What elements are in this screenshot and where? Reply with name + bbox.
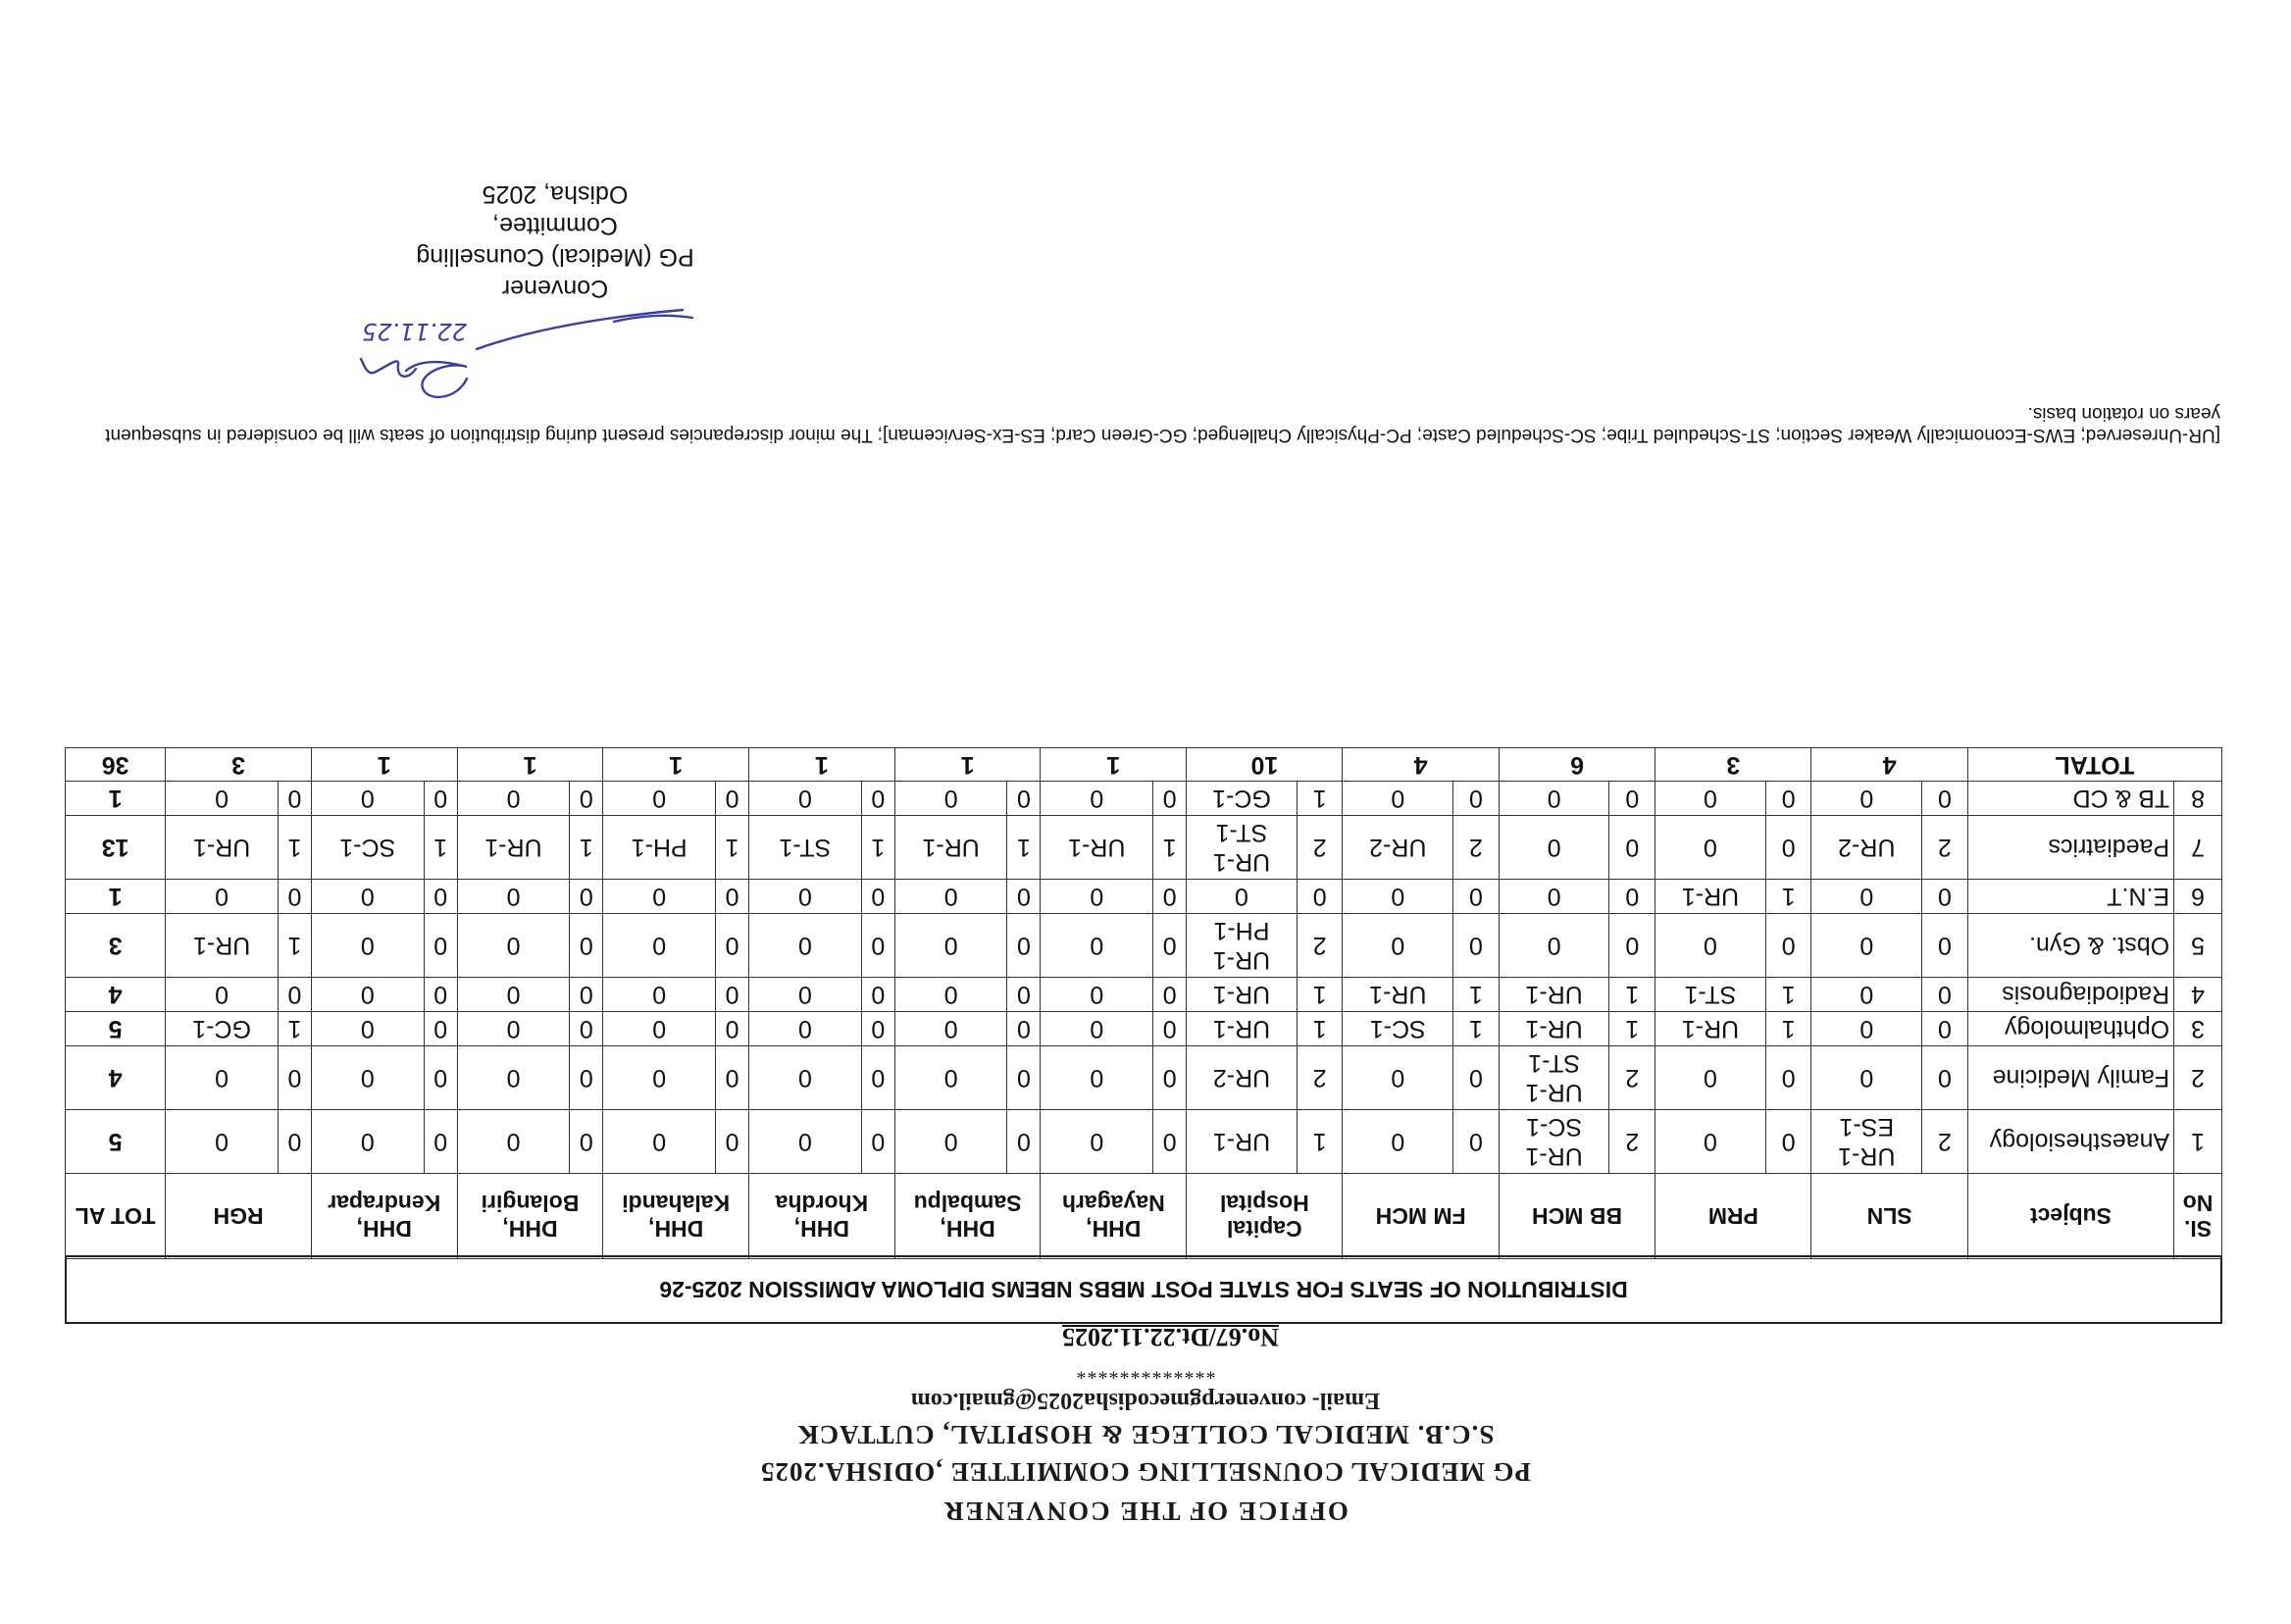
seat-category-fm: 0: [1343, 782, 1453, 816]
seat-category-ken: 0: [311, 1110, 424, 1174]
convener-title: Convener: [501, 275, 609, 302]
seat-category-sln: 0: [1811, 1012, 1922, 1046]
row-subject: Paediatrics: [1967, 816, 2173, 880]
row-total: 13: [66, 816, 166, 880]
convener-signature: [349, 300, 761, 408]
row-subject: Radiodiagnosis: [1967, 978, 2173, 1012]
seat-category-bb: UR-1 SC-1: [1499, 1110, 1609, 1174]
seat-category-kal: PH-1: [603, 816, 716, 880]
seat-count-bol: 0: [570, 1046, 603, 1110]
seat-count-prm: 1: [1765, 880, 1811, 914]
seat-category-nay: 0: [1041, 782, 1153, 816]
seat-count-nay: 0: [1153, 1012, 1187, 1046]
table-row: [66, 880, 2222, 914]
seat-category-prm: 0: [1655, 1046, 1766, 1110]
seat-count-kho: 0: [861, 880, 894, 914]
seat-count-bol: 0: [570, 914, 603, 978]
seat-count-prm: 1: [1765, 978, 1811, 1012]
row-serial: 5: [2174, 914, 2222, 978]
seat-category-bol: 0: [457, 914, 570, 978]
seat-count-prm: 0: [1765, 782, 1811, 816]
seat-category-fm: 0: [1343, 1110, 1453, 1174]
seat-category-cap: UR-1 ST-1: [1187, 816, 1298, 880]
seat-count-nay: 0: [1153, 1046, 1187, 1110]
seat-count-cap: 1: [1297, 782, 1343, 816]
seat-category-ken: 0: [311, 978, 424, 1012]
seat-category-fm: SC-1: [1343, 1012, 1453, 1046]
seat-count-rgh: 1: [278, 1012, 311, 1046]
signature-date: 22.11.25: [362, 318, 467, 345]
header-row: [66, 1174, 2222, 1259]
seat-category-rgh: 0: [166, 978, 279, 1012]
seat-category-bb: UR-1: [1499, 978, 1609, 1012]
row-subject: Ophthalmology: [1967, 1012, 2173, 1046]
seat-count-kho: 0: [861, 782, 894, 816]
table-title: DISTRIBUTION OF SEATS FOR STATE POST MBBS NBEMS DIPLOMA ADMISSION 2025-26: [65, 1255, 2222, 1324]
seat-category-kho: 0: [749, 782, 862, 816]
seat-count-bb: 2: [1609, 1046, 1655, 1110]
seat-count-prm: 0: [1765, 1110, 1811, 1174]
seat-category-kal: 0: [603, 1110, 716, 1174]
total-rgh: 3: [166, 748, 312, 782]
total-ken: 1: [311, 748, 457, 782]
seat-category-rgh: GC-1: [166, 1012, 279, 1046]
seat-category-bol: 0: [457, 978, 570, 1012]
seat-category-bb: 0: [1499, 816, 1609, 880]
seat-count-bb: 0: [1609, 880, 1655, 914]
seat-category-rgh: 0: [166, 782, 279, 816]
seat-count-sln: 0: [1922, 880, 1968, 914]
seat-count-kho: 0: [861, 1110, 894, 1174]
seat-category-fm: 0: [1343, 880, 1453, 914]
seat-category-sam: 0: [894, 1110, 1007, 1174]
seat-category-bb: 0: [1499, 782, 1609, 816]
seat-count-kho: 0: [861, 1012, 894, 1046]
seat-count-bol: 0: [570, 1110, 603, 1174]
col-header-dhh-bolangiri: DHH, Bolangiri: [457, 1174, 603, 1259]
row-serial: 3: [2174, 1012, 2222, 1046]
totals-label: TOTAL: [1967, 748, 2221, 782]
row-serial: 4: [2174, 978, 2222, 1012]
seat-count-sln: 0: [1922, 1046, 1968, 1110]
seat-category-kal: 0: [603, 1012, 716, 1046]
col-header-rgh: RGH: [166, 1174, 312, 1259]
seat-count-fm: 1: [1453, 978, 1500, 1012]
seat-count-kal: 0: [716, 1046, 749, 1110]
seat-category-nay: 0: [1041, 978, 1153, 1012]
seat-category-cap: UR-1: [1187, 1110, 1298, 1174]
col-header-total: TOT AL: [66, 1174, 166, 1259]
seat-category-kal: 0: [603, 880, 716, 914]
seat-category-fm: 0: [1343, 1046, 1453, 1110]
seat-count-kal: 0: [716, 914, 749, 978]
seat-count-nay: 0: [1153, 880, 1187, 914]
col-header-sln: SLN: [1811, 1174, 1967, 1259]
seat-count-cap: 2: [1297, 1046, 1343, 1110]
seat-category-bol: 0: [457, 1012, 570, 1046]
seat-category-ken: 0: [311, 914, 424, 978]
row-total: 4: [66, 1046, 166, 1110]
seat-category-nay: UR-1: [1041, 816, 1153, 880]
row-total: 3: [66, 914, 166, 978]
seat-count-kal: 0: [716, 880, 749, 914]
seat-count-bol: 0: [570, 978, 603, 1012]
reference-number: No.67/Dt.22.11.2025: [1062, 1323, 1279, 1351]
seat-count-prm: 0: [1765, 816, 1811, 880]
col-header-bb-mch: BB MCH: [1499, 1174, 1655, 1259]
row-total: 1: [66, 782, 166, 816]
seat-category-sln: 0: [1811, 1046, 1922, 1110]
seat-category-nay: 0: [1041, 1110, 1153, 1174]
row-total: 5: [66, 1110, 166, 1174]
seat-count-kal: 0: [716, 1110, 749, 1174]
total-kal: 1: [603, 748, 749, 782]
seat-category-cap: GC-1: [1187, 782, 1298, 816]
seat-count-kho: 0: [861, 914, 894, 978]
col-header-subject: Subject: [1967, 1174, 2173, 1259]
seat-count-cap: 1: [1297, 1012, 1343, 1046]
seat-count-bol: 0: [570, 880, 603, 914]
row-subject: Family Medicine: [1967, 1046, 2173, 1110]
total-fm: 4: [1343, 748, 1499, 782]
seat-count-rgh: 1: [278, 816, 311, 880]
seat-count-bol: 1: [570, 816, 603, 880]
seat-count-cap: 0: [1297, 880, 1343, 914]
seat-count-sam: 0: [1007, 1012, 1041, 1046]
seat-count-rgh: 0: [278, 978, 311, 1012]
seat-category-bol: 0: [457, 1046, 570, 1110]
seat-category-kal: 0: [603, 1046, 716, 1110]
seat-count-prm: 0: [1765, 1046, 1811, 1110]
seat-count-ken: 1: [424, 816, 457, 880]
seat-count-prm: 1: [1765, 1012, 1811, 1046]
seat-category-ken: 0: [311, 880, 424, 914]
table-row: [66, 782, 2222, 816]
seat-category-nay: 0: [1041, 1012, 1153, 1046]
abbreviation-footnote: [UR-Unreserved; EWS-Economically Weaker Section; ST-Scheduled Tribe; SC-Scheduled Caste; PC-Physically Challenged; GC-Green Card; ES-Ex-Serviceman]; The minor discrepancies present during distribution of seats will be considered in subsequent years on rotation basis.: [105, 403, 2220, 445]
seat-count-bb: 1: [1609, 978, 1655, 1012]
seat-count-ken: 0: [424, 782, 457, 816]
grand-total: 36: [66, 748, 166, 782]
seat-count-cap: 2: [1297, 914, 1343, 978]
seat-count-ken: 0: [424, 880, 457, 914]
seat-count-fm: 0: [1453, 1110, 1500, 1174]
seat-category-sln: 0: [1811, 782, 1922, 816]
seat-count-ken: 0: [424, 914, 457, 978]
row-total: 4: [66, 978, 166, 1012]
table-row: [66, 1046, 2222, 1110]
seat-category-sln: 0: [1811, 880, 1922, 914]
seat-category-sam: 0: [894, 880, 1007, 914]
seat-count-rgh: 0: [278, 1046, 311, 1110]
seat-count-bb: 2: [1609, 1110, 1655, 1174]
seat-category-nay: 0: [1041, 914, 1153, 978]
seat-count-nay: 1: [1153, 816, 1187, 880]
seat-category-kal: 0: [603, 978, 716, 1012]
seat-count-bol: 0: [570, 1012, 603, 1046]
seat-category-sln: UR-2: [1811, 816, 1922, 880]
committee-heading: PG MEDICAL COUNSELLING COMMITTEE ,ODISHA.2025: [759, 1457, 1532, 1487]
seat-category-bb: UR-1 ST-1: [1499, 1046, 1609, 1110]
seat-category-bol: UR-1: [457, 816, 570, 880]
seat-category-cap: UR-2: [1187, 1046, 1298, 1110]
seat-category-kho: 0: [749, 1110, 862, 1174]
total-cap: 10: [1187, 748, 1343, 782]
row-total: 1: [66, 880, 166, 914]
seat-count-nay: 0: [1153, 1110, 1187, 1174]
row-subject: TB & CD: [1967, 782, 2173, 816]
convener-state-year: Odisha, 2025: [482, 180, 629, 208]
seat-count-bb: 0: [1609, 782, 1655, 816]
seat-category-kho: ST-1: [749, 816, 862, 880]
table-row: [66, 978, 2222, 1012]
seat-count-sln: 2: [1922, 1110, 1968, 1174]
seat-count-cap: 1: [1297, 1110, 1343, 1174]
seat-count-sam: 0: [1007, 880, 1041, 914]
table-row: [66, 816, 2222, 880]
college-heading: S.C.B. MEDICAL COLLEGE & HOSPITAL, CUTTACK: [796, 1420, 1495, 1449]
seat-count-kal: 1: [716, 816, 749, 880]
seat-count-fm: 0: [1453, 782, 1500, 816]
seat-count-ken: 0: [424, 1046, 457, 1110]
seat-count-ken: 0: [424, 1110, 457, 1174]
convener-committee: PG (Medical) Counselling Committee,: [416, 212, 694, 271]
seat-category-kal: 0: [603, 914, 716, 978]
seat-count-sln: 0: [1922, 1012, 1968, 1046]
col-header-slno: SI. No: [2174, 1174, 2222, 1259]
seat-category-ken: 0: [311, 1046, 424, 1110]
seat-category-kho: 0: [749, 1012, 862, 1046]
seat-category-cap: UR-1: [1187, 978, 1298, 1012]
row-serial: 1: [2174, 1110, 2222, 1174]
seat-category-prm: 0: [1655, 782, 1766, 816]
seat-category-prm: ST-1: [1655, 978, 1766, 1012]
seat-category-kal: 0: [603, 782, 716, 816]
seat-category-prm: UR-1: [1655, 1012, 1766, 1046]
seat-category-cap: UR-1: [1187, 1012, 1298, 1046]
email-line: Email- convenerpgmecodisha2025@gmail.com: [910, 1388, 1381, 1413]
seat-count-sln: 2: [1922, 816, 1968, 880]
seat-count-rgh: 0: [278, 880, 311, 914]
total-nay: 1: [1041, 748, 1187, 782]
seat-count-cap: 1: [1297, 978, 1343, 1012]
seat-category-sam: 0: [894, 914, 1007, 978]
seat-count-sam: 0: [1007, 782, 1041, 816]
seat-count-kho: 1: [861, 816, 894, 880]
seat-count-kho: 0: [861, 1046, 894, 1110]
table-row: [66, 914, 2222, 978]
row-serial: 8: [2174, 782, 2222, 816]
seat-category-cap: 0: [1187, 880, 1298, 914]
total-sln: 4: [1811, 748, 1967, 782]
seat-category-sln: UR-1 ES-1: [1811, 1110, 1922, 1174]
seat-category-nay: 0: [1041, 880, 1153, 914]
seat-category-sam: 0: [894, 1046, 1007, 1110]
row-total: 5: [66, 1012, 166, 1046]
seat-count-sam: 0: [1007, 914, 1041, 978]
seat-category-rgh: UR-1: [166, 914, 279, 978]
table-row: [66, 1012, 2222, 1046]
row-serial: 7: [2174, 816, 2222, 880]
total-sam: 1: [894, 748, 1041, 782]
seat-category-rgh: 0: [166, 880, 279, 914]
seat-category-kho: 0: [749, 1046, 862, 1110]
seat-count-bb: 1: [1609, 1012, 1655, 1046]
seat-category-rgh: UR-1: [166, 816, 279, 880]
seat-category-fm: 0: [1343, 914, 1453, 978]
seat-count-sam: 0: [1007, 978, 1041, 1012]
seat-category-ken: 0: [311, 1012, 424, 1046]
seat-count-nay: 0: [1153, 978, 1187, 1012]
seat-count-cap: 2: [1297, 816, 1343, 880]
seat-count-rgh: 1: [278, 914, 311, 978]
row-serial: 2: [2174, 1046, 2222, 1110]
totals-row: [66, 748, 2222, 782]
seat-count-fm: 2: [1453, 816, 1500, 880]
seat-count-sln: 0: [1922, 978, 1968, 1012]
seat-category-bol: 0: [457, 880, 570, 914]
seat-category-kho: 0: [749, 978, 862, 1012]
seat-count-ken: 0: [424, 1012, 457, 1046]
row-subject: Obst. & Gyn.: [1967, 914, 2173, 978]
seat-count-ken: 0: [424, 978, 457, 1012]
row-serial: 6: [2174, 880, 2222, 914]
seat-category-rgh: 0: [166, 1046, 279, 1110]
seat-category-sam: UR-1: [894, 816, 1007, 880]
seat-category-bb: 0: [1499, 880, 1609, 914]
col-header-dhh-khordha: DHH, Khordha: [749, 1174, 895, 1259]
seat-category-sam: 0: [894, 978, 1007, 1012]
seat-count-fm: 0: [1453, 914, 1500, 978]
seat-count-kal: 0: [716, 782, 749, 816]
row-subject: E.N.T: [1967, 880, 2173, 914]
seat-count-kal: 0: [716, 978, 749, 1012]
seat-count-bol: 0: [570, 782, 603, 816]
total-prm: 3: [1655, 748, 1811, 782]
seat-count-rgh: 0: [278, 1110, 311, 1174]
seat-category-cap: UR-1 PH-1: [1187, 914, 1298, 978]
col-header-capital-hospital: Capital Hospital: [1187, 1174, 1343, 1259]
seat-category-fm: UR-2: [1343, 816, 1453, 880]
seat-category-kho: 0: [749, 914, 862, 978]
seat-category-nay: 0: [1041, 1046, 1153, 1110]
seat-category-ken: 0: [311, 782, 424, 816]
seat-count-sln: 0: [1922, 782, 1968, 816]
row-subject: Anaesthesiology: [1967, 1110, 2173, 1174]
seat-count-bb: 0: [1609, 914, 1655, 978]
seat-count-kho: 0: [861, 978, 894, 1012]
seat-category-fm: UR-1: [1343, 978, 1453, 1012]
seat-category-bol: 0: [457, 782, 570, 816]
col-header-fm-mch: FM MCH: [1343, 1174, 1499, 1259]
seat-count-nay: 0: [1153, 782, 1187, 816]
seat-count-bb: 0: [1609, 816, 1655, 880]
seat-count-sam: 0: [1007, 1110, 1041, 1174]
seat-count-fm: 1: [1453, 1012, 1500, 1046]
col-header-dhh-kendrapara: DHH, Kendrapar: [311, 1174, 457, 1259]
seat-category-sln: 0: [1811, 914, 1922, 978]
seat-category-prm: 0: [1655, 816, 1766, 880]
total-bol: 1: [457, 748, 603, 782]
seat-count-prm: 0: [1765, 914, 1811, 978]
seat-count-fm: 0: [1453, 1046, 1500, 1110]
table-body: [66, 748, 2222, 1174]
seat-category-sam: 0: [894, 782, 1007, 816]
table-row: [66, 1110, 2222, 1174]
col-header-prm: PRM: [1655, 1174, 1811, 1259]
seat-category-prm: 0: [1655, 1110, 1766, 1174]
seat-category-sam: 0: [894, 1012, 1007, 1046]
seat-count-sam: 0: [1007, 1046, 1041, 1110]
seat-count-rgh: 0: [278, 782, 311, 816]
col-header-dhh-sambalpur: DHH, Sambalpu: [894, 1174, 1041, 1259]
seat-category-prm: 0: [1655, 914, 1766, 978]
convener-block: [388, 178, 722, 304]
seat-category-bb: UR-1: [1499, 1012, 1609, 1046]
seat-count-nay: 0: [1153, 914, 1187, 978]
seat-count-fm: 0: [1453, 880, 1500, 914]
seat-count-sam: 1: [1007, 816, 1041, 880]
seat-category-kho: 0: [749, 880, 862, 914]
seat-category-prm: UR-1: [1655, 880, 1766, 914]
col-header-dhh-kalahandi: DHH, Kalahandi: [603, 1174, 749, 1259]
seat-count-sln: 0: [1922, 914, 1968, 978]
seat-count-kal: 0: [716, 1012, 749, 1046]
seat-category-sln: 0: [1811, 978, 1922, 1012]
seat-distribution-table: [65, 747, 2222, 1259]
seat-category-bb: 0: [1499, 914, 1609, 978]
col-header-dhh-nayagarh: DHH, Nayagarh: [1041, 1174, 1187, 1259]
separator-stars: *************: [1075, 1361, 1216, 1383]
office-heading: OFFICE OF THE CONVENER: [942, 1497, 1349, 1526]
seat-category-rgh: 0: [166, 1110, 279, 1174]
total-kho: 1: [749, 748, 895, 782]
total-bb: 6: [1499, 748, 1655, 782]
seat-category-bol: 0: [457, 1110, 570, 1174]
seat-category-ken: SC-1: [311, 816, 424, 880]
